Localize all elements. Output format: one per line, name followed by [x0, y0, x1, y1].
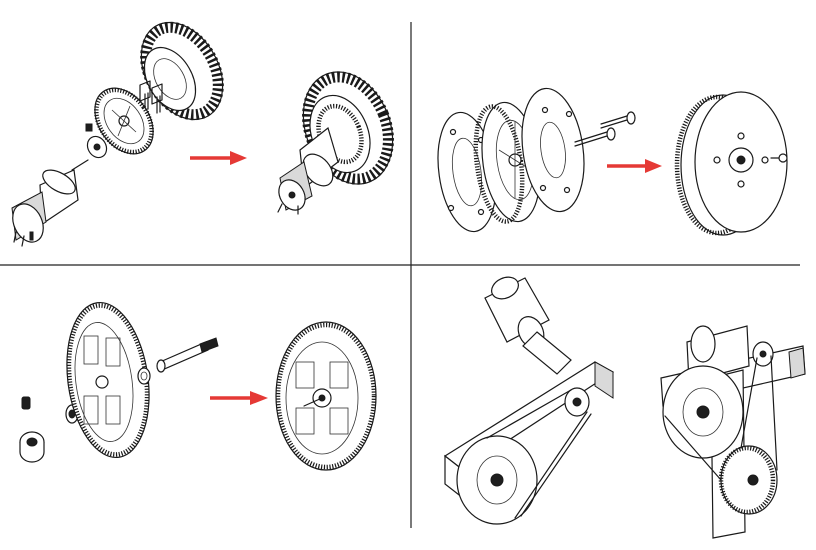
panel-gear-axle-assembly	[0, 266, 410, 528]
motor-shaft	[72, 160, 88, 170]
arrow-right-icon	[190, 151, 247, 165]
set-screw	[86, 124, 92, 131]
arrow-right-icon	[210, 391, 268, 405]
axle	[157, 338, 218, 372]
panel-belt-drive-examples	[411, 266, 816, 550]
assembled-wheel-motor	[274, 58, 409, 214]
bolts	[575, 112, 635, 146]
assembled-gear-axle	[276, 322, 376, 470]
gear-motor	[7, 165, 79, 247]
spacer	[138, 368, 150, 384]
panel-tire-wheel-assembly	[0, 0, 410, 264]
arrow-right-icon	[607, 159, 662, 173]
assembled-timing-pulley	[677, 92, 787, 235]
set-screw	[22, 397, 30, 409]
belt-drive-example-left	[445, 273, 613, 524]
belt-drive-example-right	[661, 326, 805, 538]
shaft-collar	[20, 432, 44, 462]
panel-timing-pulley-assembly	[411, 0, 816, 264]
